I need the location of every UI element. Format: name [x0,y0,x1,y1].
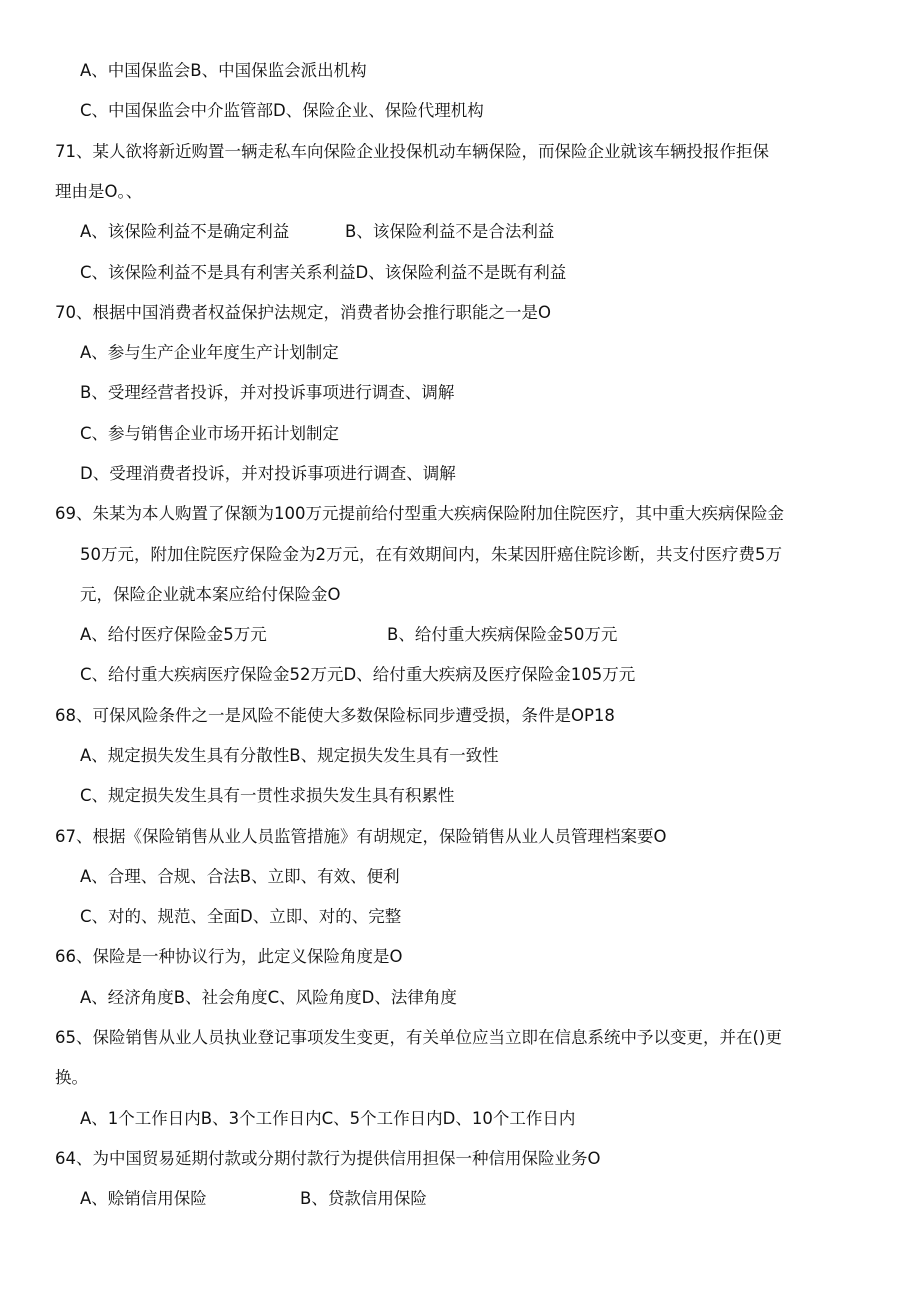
option-line: B、受理经营者投诉，并对投诉事项进行调查、调解 [80,383,455,402]
question-line: 70、根据中国消费者权益保护法规定，消费者协会推行职能之一是O [55,303,551,322]
question-line: 50万元，附加住院医疗保险金为2万元，在有效期间内，朱某因肝癌住院诊断，共支付医疗费5万 [80,545,782,564]
option-line: C、参与销售企业市场开拓计划制定 [80,424,340,443]
option-line: C、该保险利益不是具有利害关系利益D、该保险利益不是既有利益 [80,263,567,282]
option-line: A、规定损失发生具有分散性B、规定损失发生具有一致性 [80,746,499,765]
option-a: A、给付医疗保险金5万元 [80,625,267,644]
option-line: C、中国保监会中介监管部D、保险企业、保险代理机构 [80,101,484,120]
option-line: A、中国保监会B、中国保监会派出机构 [80,61,367,80]
option-b: B、该保险利益不是合法利益 [345,222,555,241]
question-line: 65、保险销售从业人员执业登记事项发生变更，有关单位应当立即在信息系统中予以变更，并在()更 [55,1028,782,1047]
question-line: 理由是O。、 [55,182,143,201]
question-line: 元，保险企业就本案应给付保险金O [80,585,341,604]
question-line: 换。 [55,1068,88,1087]
option-line: C、对的、规范、全面D、立即、对的、完整 [80,907,402,926]
option-line [80,624,617,646]
question-line: 68、可保风险条件之一是风险不能使大多数保险标同步遭受损，条件是OP18 [55,706,615,725]
option-line [80,1188,427,1210]
option-line: A、1个工作日内B、3个工作日内C、5个工作日内D、10个工作日内 [80,1109,576,1128]
option-b: B、贷款信用保险 [300,1189,427,1208]
option-line: A、合理、合规、合法B、立即、有效、便利 [80,867,400,886]
question-line: 67、根据《保险销售从业人员监管措施》有胡规定，保险销售从业人员管理档案要O [55,827,667,846]
option-line: A、经济角度B、社会角度C、风险角度D、法律角度 [80,988,457,1007]
option-a: A、该保险利益不是确定利益 [80,222,290,241]
option-line: D、受理消费者投诉，并对投诉事项进行调查、调解 [80,464,456,483]
option-b: B、给付重大疾病保险金50万元 [387,625,618,644]
question-line: 64、为中国贸易延期付款或分期付款行为提供信用担保一种信用保险业务O [55,1149,601,1168]
option-line: C、规定损失发生具有一贯性求损失发生具有积累性 [80,786,455,805]
option-line: C、给付重大疾病医疗保险金52万元D、给付重大疾病及医疗保险金105万元 [80,665,636,684]
question-line: 66、保险是一种协议行为，此定义保险角度是O [55,947,403,966]
option-a: A、赊销信用保险 [80,1189,207,1208]
question-line: 69、朱某为本人购置了保额为100万元提前给付型重大疾病保险附加住院医疗，其中重大疾病保险金 [55,504,784,523]
option-line: A、参与生产企业年度生产计划制定 [80,343,339,362]
option-line [80,221,554,243]
question-line: 71、某人欲将新近购置一辆走私车向保险企业投保机动车辆保险，而保险企业就该车辆投报作拒保 [55,142,769,161]
